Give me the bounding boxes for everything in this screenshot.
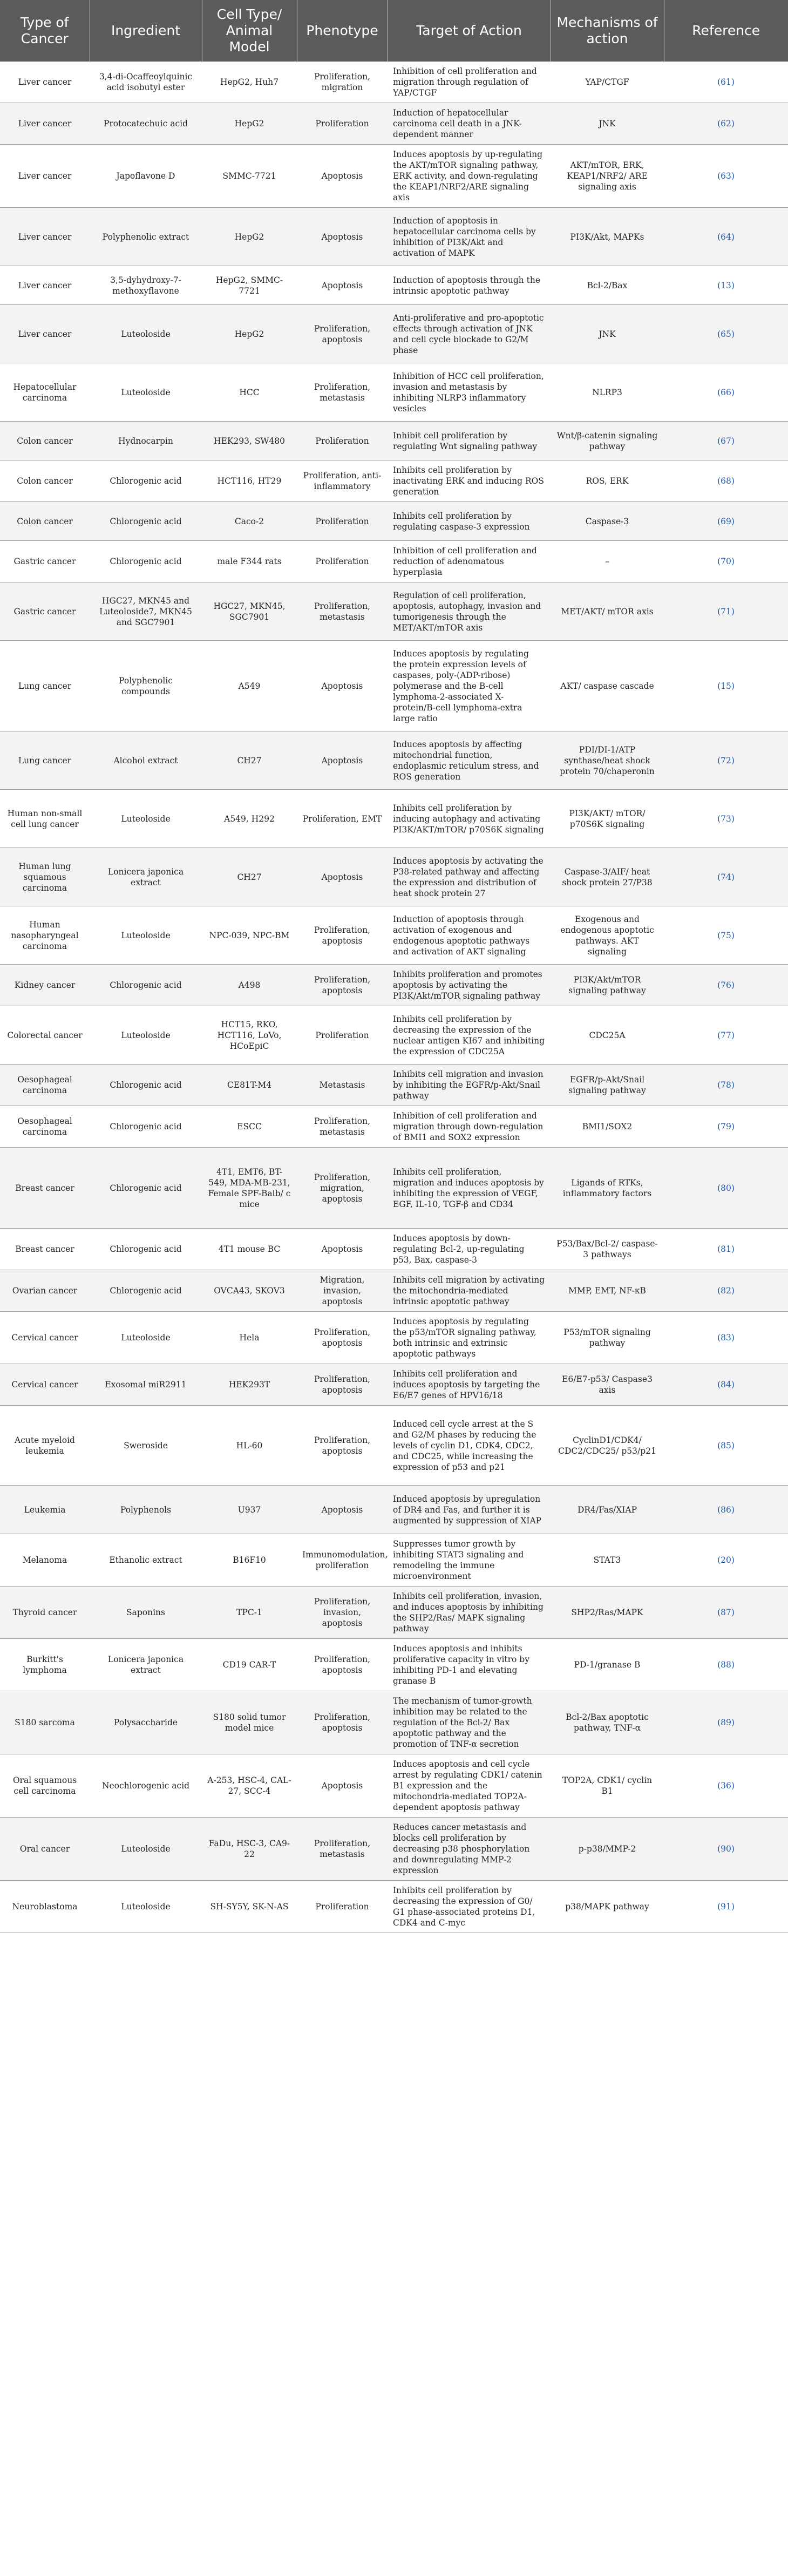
ingredient-cell: Saponins [90,1587,202,1639]
phenotype-cell: Proliferation, apoptosis [297,1639,388,1691]
cell-model-cell: SH-SY5Y, SK-N-AS [202,1881,297,1933]
reference-link[interactable]: (89) [664,1691,788,1754]
cell-model-cell: OVCA43, SKOV3 [202,1270,297,1312]
table-row [0,305,788,363]
target-cell: Inhibits cell migration and invasion by inhibiting the EGFR/p-Akt/Snail pathway [388,1065,551,1106]
cancer-type-cell: Oesophageal carcinoma [0,1106,90,1148]
mechanism-cell: CyclinD1/CDK4/ CDC2/CDC25/ p53/p21 [551,1406,664,1486]
cancer-type-cell: S180 sarcoma [0,1691,90,1754]
phenotype-cell: Apoptosis [297,848,388,906]
table-row [0,363,788,422]
phenotype-cell: Metastasis [297,1065,388,1106]
reference-link[interactable]: (71) [664,582,788,641]
cell-model-cell: HepG2 [202,103,297,145]
ingredient-cell: Ethanolic extract [90,1534,202,1587]
target-cell: Induction of apoptosis through activation of exogenous and endogenous apoptotic pathways and activation of AKT signaling [388,906,551,965]
cancer-type-cell: Oesophageal carcinoma [0,1065,90,1106]
target-cell: Inhibits cell proliferation and induces apoptosis by targeting the E6/E7 genes of HPV16/18 [388,1364,551,1406]
cell-model-cell: S180 solid tumor model mice [202,1691,297,1754]
phenotype-cell: Proliferation, apoptosis [297,1312,388,1364]
mechanism-cell: E6/E7-p53/ Caspase3 axis [551,1364,664,1406]
cell-model-cell: Caco-2 [202,502,297,541]
header-row [0,0,788,62]
ingredient-cell: 3,4-di-Ocaffeoylquinic acid isobutyl ester [90,62,202,103]
mechanism-cell: P53/Bax/Bcl-2/ caspase-3 pathways [551,1229,664,1270]
ingredient-cell: Polyphenolic extract [90,208,202,266]
ingredient-cell: 3,5-dyhydroxy-7-methoxyflavone [90,266,202,305]
mechanism-cell: PI3K/AKT/ mTOR/ p70S6K signaling [551,790,664,848]
table-row [0,731,788,790]
cell-model-cell: HCT116, HT29 [202,460,297,502]
reference-link[interactable]: (84) [664,1364,788,1406]
phenotype-cell: Proliferation, apoptosis [297,965,388,1006]
mechanism-cell: JNK [551,103,664,145]
mechanism-cell: MMP, EMT, NF-κB [551,1270,664,1312]
reference-link[interactable]: (85) [664,1406,788,1486]
cancer-type-cell: Oral cancer [0,1818,90,1881]
mechanism-cell: Ligands of RTKs, inflammatory factors [551,1148,664,1229]
phenotype-cell: Proliferation, invasion, apoptosis [297,1587,388,1639]
phenotype-cell: Apoptosis [297,208,388,266]
header-phenotype: Phenotype [297,0,388,62]
cell-model-cell: A-253, HSC-4, CAL-27, SCC-4 [202,1754,297,1818]
target-cell: Inhibits cell proliferation by regulating caspase-3 expression [388,502,551,541]
phenotype-cell: Proliferation [297,103,388,145]
phenotype-cell: Proliferation [297,502,388,541]
reference-link[interactable]: (88) [664,1639,788,1691]
cell-model-cell: HGC27, MKN45, SGC7901 [202,582,297,641]
table-row [0,1270,788,1312]
ingredient-cell: Luteoloside [90,790,202,848]
phenotype-cell: Proliferation, anti-inflammatory [297,460,388,502]
table-row [0,422,788,460]
target-cell: Suppresses tumor growth by inhibiting STAT3 signaling and remodeling the immune microenvironment [388,1534,551,1587]
table-row [0,1229,788,1270]
ingredient-cell: Chlorogenic acid [90,502,202,541]
cancer-type-cell: Kidney cancer [0,965,90,1006]
reference-link[interactable]: (65) [664,305,788,363]
header-reference: Reference [664,0,788,62]
ingredient-cell: Chlorogenic acid [90,1148,202,1229]
ingredient-cell: Hydnocarpin [90,422,202,460]
ingredient-cell: Chlorogenic acid [90,965,202,1006]
cell-model-cell: HepG2, Huh7 [202,62,297,103]
ingredient-cell: Protocatechuic acid [90,103,202,145]
cancer-type-cell: Melanoma [0,1534,90,1587]
table-row [0,1639,788,1691]
table-row [0,266,788,305]
cell-model-cell: CE81T-M4 [202,1065,297,1106]
reference-link[interactable]: (87) [664,1587,788,1639]
mechanism-cell: p38/MAPK pathway [551,1881,664,1933]
table-row [0,1364,788,1406]
cell-model-cell: HEK293T [202,1364,297,1406]
cancer-type-cell: Oral squamous cell carcinoma [0,1754,90,1818]
mechanism-cell: P53/mTOR signaling pathway [551,1312,664,1364]
header-mechanisms: Mechanisms of action [551,0,664,62]
cell-model-cell: CH27 [202,848,297,906]
mechanism-cell: Exogenous and endogenous apoptotic pathways. AKT signaling [551,906,664,965]
mechanism-cell: p-p38/MMP-2 [551,1818,664,1881]
table-row [0,145,788,208]
header-cell-type: Cell Type/ Animal Model [202,0,297,62]
target-cell: Induces apoptosis by regulating the p53/mTOR signaling pathway, both intrinsic and extrinsic apoptotic pathways [388,1312,551,1364]
table-row [0,103,788,145]
ingredient-cell: Luteoloside [90,1312,202,1364]
phenotype-cell: Proliferation [297,1006,388,1065]
header-type-of-cancer: Type of Cancer [0,0,90,62]
cancer-type-cell: Breast cancer [0,1229,90,1270]
reference-link[interactable]: (73) [664,790,788,848]
ingredient-cell: Sweroside [90,1406,202,1486]
ingredient-cell: Polysaccharide [90,1691,202,1754]
phenotype-cell: Proliferation [297,541,388,582]
target-cell: Induces apoptosis by affecting mitochondrial function, endoplasmic reticulum stress, and ROS generation [388,731,551,790]
reference-link[interactable]: (81) [664,1229,788,1270]
mechanism-cell: YAP/CTGF [551,62,664,103]
ingredient-cell: Lonicera japonica extract [90,1639,202,1691]
mechanism-cell: Bcl-2/Bax [551,266,664,305]
ingredient-cell: Chlorogenic acid [90,1229,202,1270]
mechanism-cell: MET/AKT/ mTOR axis [551,582,664,641]
cancer-type-cell: Colon cancer [0,422,90,460]
ingredient-cell: Polyphenols [90,1486,202,1534]
reference-link[interactable]: (78) [664,1065,788,1106]
cell-model-cell: HCT15, RKO, HCT116, LoVo, HCoEpiC [202,1006,297,1065]
phenotype-cell: Apoptosis [297,731,388,790]
ingredient-cell: Luteoloside [90,363,202,422]
cancer-type-cell: Colon cancer [0,502,90,541]
phenotype-cell: Proliferation, migration [297,62,388,103]
table-row [0,906,788,965]
ingredient-cell: Lonicera japonica extract [90,848,202,906]
phenotype-cell: Proliferation [297,422,388,460]
target-cell: Inhibits cell migration by activating the mitochondria-mediated intrinsic apoptotic pathway [388,1270,551,1312]
table-row [0,1818,788,1881]
cell-model-cell: Hela [202,1312,297,1364]
target-cell: Anti-proliferative and pro-apoptotic effects through activation of JNK and cell cycle blockade to G2/M phase [388,305,551,363]
table-row [0,208,788,266]
mechanism-cell: BMI1/SOX2 [551,1106,664,1148]
reference-link[interactable]: (13) [664,266,788,305]
ingredient-cell: Luteoloside [90,1881,202,1933]
cancer-type-cell: Colon cancer [0,460,90,502]
target-cell: Inhibits cell proliferation by decreasing the expression of the nuclear antigen KI67 and inhibiting the expression of CDC25A [388,1006,551,1065]
cancer-type-cell: Acute myeloid leukemia [0,1406,90,1486]
table-row [0,1406,788,1486]
ingredient-cell: Alcohol extract [90,731,202,790]
reference-link[interactable]: (90) [664,1818,788,1881]
cell-model-cell: HL-60 [202,1406,297,1486]
target-cell: Induces apoptosis by down-regulating Bcl-2, up-regulating p53, Bax, caspase-3 [388,1229,551,1270]
target-cell: Inhibits cell proliferation by inducing autophagy and activating PI3K/AKT/mTOR/ p70S6K signaling [388,790,551,848]
phenotype-cell: Migration, invasion, apoptosis [297,1270,388,1312]
reference-link[interactable]: (64) [664,208,788,266]
cell-model-cell: 4T1 mouse BC [202,1229,297,1270]
target-cell: Inhibits cell proliferation, invasion, and induces apoptosis by inhibiting the SHP2/Ras/ MAPK signaling pathway [388,1587,551,1639]
mechanism-cell: Caspase-3/AIF/ heat shock protein 27/P38 [551,848,664,906]
target-cell: Induced cell cycle arrest at the S and G2/M phases by reducing the levels of cyclin D1, CDK4, CDC2, and CDC25, while increasing the expression of p53 and p21 [388,1406,551,1486]
cell-model-cell: CD19 CAR-T [202,1639,297,1691]
target-cell: Induces apoptosis by up-regulating the AKT/mTOR signaling pathway, ERK activity, and down-regulating the KEAP1/NRF2/ARE signaling axis [388,145,551,208]
reference-link[interactable]: (15) [664,641,788,731]
mechanism-cell: PI3K/Akt/mTOR signaling pathway [551,965,664,1006]
mechanism-cell: CDC25A [551,1006,664,1065]
cell-model-cell: 4T1, EMT6, BT-549, MDA-MB-231, Female SPF-Balb/ c mice [202,1148,297,1229]
target-cell: Regulation of cell proliferation, apoptosis, autophagy, invasion and tumorigenesis through the MET/AKT/mTOR axis [388,582,551,641]
cancer-type-cell: Liver cancer [0,266,90,305]
target-cell: Inhibits cell proliferation by decreasing the expression of G0/ G1 phase-associated proteins D1, CDK4 and C-myc [388,1881,551,1933]
target-cell: Inhibits cell proliferation by inactivating ERK and inducing ROS generation [388,460,551,502]
mechanism-cell: AKT/mTOR, ERK, KEAP1/NRF2/ ARE signaling axis [551,145,664,208]
reference-link[interactable]: (82) [664,1270,788,1312]
cell-model-cell: ESCC [202,1106,297,1148]
ingredient-cell: HGC27, MKN45 and Luteoloside7, MKN45 and SGC7901 [90,582,202,641]
header-ingredient: Ingredient [90,0,202,62]
cancer-type-cell: Breast cancer [0,1148,90,1229]
table-row [0,1587,788,1639]
phenotype-cell: Proliferation, apoptosis [297,1364,388,1406]
phenotype-cell: Apoptosis [297,266,388,305]
table-row [0,1006,788,1065]
phenotype-cell: Proliferation, apoptosis [297,305,388,363]
table-row [0,641,788,731]
cancer-type-cell: Neuroblastoma [0,1881,90,1933]
cancer-type-cell: Gastric cancer [0,582,90,641]
reference-link[interactable]: (68) [664,460,788,502]
table-row [0,541,788,582]
cancer-type-cell: Leukemia [0,1486,90,1534]
reference-link[interactable]: (80) [664,1148,788,1229]
table-row [0,1065,788,1106]
reference-link[interactable]: (70) [664,541,788,582]
mechanism-cell: SHP2/Ras/MAPK [551,1587,664,1639]
target-cell: Induced apoptosis by upregulation of DR4 and Fas, and further it is augmented by suppression of XIAP [388,1486,551,1534]
ingredient-cell: Luteoloside [90,1818,202,1881]
cancer-type-cell: Human lung squamous carcinoma [0,848,90,906]
reference-link[interactable]: (75) [664,906,788,965]
mechanism-cell: EGFR/p-Akt/Snail signaling pathway [551,1065,664,1106]
target-cell: Inhibition of cell proliferation and migration through regulation of YAP/CTGF [388,62,551,103]
phenotype-cell: Proliferation, metastasis [297,1818,388,1881]
cancer-type-cell: Liver cancer [0,208,90,266]
ingredient-cell: Chlorogenic acid [90,1106,202,1148]
mechanism-cell: STAT3 [551,1534,664,1587]
cancer-type-cell: Hepatocellular carcinoma [0,363,90,422]
target-cell: Inhibition of cell proliferation and reduction of adenomatous hyperplasia [388,541,551,582]
target-cell: Inhibits cell proliferation, migration and induces apoptosis by inhibiting the expression of VEGF, EGF, IL-10, TGF-β and CD34 [388,1148,551,1229]
mechanism-cell: – [551,541,664,582]
target-cell: The mechanism of tumor-growth inhibition may be related to the regulation of the Bcl-2/ Bax apoptotic pathway and the promotion of TNF-α secretion [388,1691,551,1754]
mechanism-cell: Bcl-2/Bax apoptotic pathway, TNF-α [551,1691,664,1754]
target-cell: Reduces cancer metastasis and blocks cell proliferation by decreasing p38 phosphorylation and downregulating MMP-2 expression [388,1818,551,1881]
cancer-type-cell: Human nasopharyngeal carcinoma [0,906,90,965]
cancer-type-cell: Colorectal cancer [0,1006,90,1065]
cancer-type-cell: Burkitt's lymphoma [0,1639,90,1691]
phenotype-cell: Immunomodulation, proliferation [297,1534,388,1587]
header-target-of-action: Target of Action [388,0,551,62]
target-cell: Induction of apoptosis through the intrinsic apoptotic pathway [388,266,551,305]
table-row [0,582,788,641]
phenotype-cell: Proliferation, metastasis [297,363,388,422]
target-cell: Inhibition of cell proliferation and migration through down-regulation of BMI1 and SOX2 expression [388,1106,551,1148]
cell-model-cell: U937 [202,1486,297,1534]
mechanism-cell: JNK [551,305,664,363]
table-row [0,1148,788,1229]
mechanism-cell: PDI/DI-1/ATP synthase/heat shock protein 70/chaperonin [551,731,664,790]
reference-link[interactable]: (62) [664,103,788,145]
reference-link[interactable]: (63) [664,145,788,208]
cancer-type-cell: Gastric cancer [0,541,90,582]
ingredient-cell: Chlorogenic acid [90,1065,202,1106]
ingredient-cell: Luteoloside [90,1006,202,1065]
cancer-type-cell: Human non-small cell lung cancer [0,790,90,848]
target-cell: Induces apoptosis by activating the P38-related pathway and affecting the expression and distribution of heat shock protein 27 [388,848,551,906]
reference-link[interactable]: (20) [664,1534,788,1587]
mechanism-cell: ROS, ERK [551,460,664,502]
phenotype-cell: Apoptosis [297,145,388,208]
cell-model-cell: HCC [202,363,297,422]
reference-link[interactable]: (83) [664,1312,788,1364]
table-row [0,1691,788,1754]
reference-link[interactable]: (79) [664,1106,788,1148]
phenotype-cell: Proliferation, apoptosis [297,1406,388,1486]
cancer-type-cell: Lung cancer [0,731,90,790]
cancer-type-cell: Ovarian cancer [0,1270,90,1312]
cell-model-cell: TPC-1 [202,1587,297,1639]
table-row [0,1881,788,1933]
reference-link[interactable]: (67) [664,422,788,460]
mechanism-cell: PD-1/granase B [551,1639,664,1691]
reference-link[interactable]: (36) [664,1754,788,1818]
ingredient-cell: Luteoloside [90,305,202,363]
reference-link[interactable]: (72) [664,731,788,790]
cell-model-cell: FaDu, HSC-3, CA9-22 [202,1818,297,1881]
phenotype-cell: Proliferation [297,1881,388,1933]
cell-model-cell: A498 [202,965,297,1006]
cancer-type-cell: Liver cancer [0,103,90,145]
table-row [0,1534,788,1587]
reference-link[interactable]: (76) [664,965,788,1006]
phenotype-cell: Apoptosis [297,1229,388,1270]
mechanism-cell: AKT/ caspase cascade [551,641,664,731]
cell-model-cell: HepG2 [202,208,297,266]
cell-model-cell: male F344 rats [202,541,297,582]
table-row [0,1754,788,1818]
cell-model-cell: HepG2 [202,305,297,363]
table-row [0,502,788,541]
cell-model-cell: HEK293, SW480 [202,422,297,460]
cancer-type-cell: Liver cancer [0,305,90,363]
reference-link[interactable]: (61) [664,62,788,103]
mechanism-cell: DR4/Fas/XIAP [551,1486,664,1534]
reference-link[interactable]: (74) [664,848,788,906]
phenotype-cell: Proliferation, metastasis [297,1106,388,1148]
target-cell: Induces apoptosis by regulating the protein expression levels of caspases, poly-(ADP-ribose) polymerase and the B-cell lymphoma-2-associated X-protein/B-cell lymphoma-extra large ratio [388,641,551,731]
reference-link[interactable]: (91) [664,1881,788,1933]
phenotype-cell: Proliferation, migration, apoptosis [297,1148,388,1229]
cell-model-cell: SMMC-7721 [202,145,297,208]
ingredient-cell: Chlorogenic acid [90,460,202,502]
cell-model-cell: CH27 [202,731,297,790]
target-cell: Inhibits proliferation and promotes apoptosis by activating the PI3K/Akt/mTOR signaling pathway [388,965,551,1006]
table-row [0,460,788,502]
cell-model-cell: NPC-039, NPC-BM [202,906,297,965]
ingredient-cell: Chlorogenic acid [90,1270,202,1312]
ingredient-cell: Japoflavone D [90,145,202,208]
cell-model-cell: B16F10 [202,1534,297,1587]
target-cell: Induction of hepatocellular carcinoma cell death in a JNK-dependent manner [388,103,551,145]
table-row [0,62,788,103]
ingredient-cell: Exosomal miR2911 [90,1364,202,1406]
reference-link[interactable]: (69) [664,502,788,541]
ingredient-cell: Chlorogenic acid [90,541,202,582]
phenotype-cell: Proliferation, EMT [297,790,388,848]
phenotype-cell: Apoptosis [297,1754,388,1818]
cell-model-cell: HepG2, SMMC-7721 [202,266,297,305]
cell-model-cell: A549, H292 [202,790,297,848]
phenotype-cell: Apoptosis [297,1486,388,1534]
ingredient-cell: Polyphenolic compounds [90,641,202,731]
reference-link[interactable]: (86) [664,1486,788,1534]
phenotype-cell: Proliferation, apoptosis [297,906,388,965]
mechanism-cell: NLRP3 [551,363,664,422]
cancer-type-cell: Thyroid cancer [0,1587,90,1639]
target-cell: Induces apoptosis and cell cycle arrest by regulating CDK1/ catenin B1 expression and the mitochondria-mediated TOP2A-dependent apoptosis pathway [388,1754,551,1818]
phenotype-cell: Proliferation, metastasis [297,582,388,641]
cancer-type-cell: Liver cancer [0,62,90,103]
target-cell: Inhibition of HCC cell proliferation, invasion and metastasis by inhibiting NLRP3 inflammatory vesicles [388,363,551,422]
reference-link[interactable]: (77) [664,1006,788,1065]
target-cell: Induction of apoptosis in hepatocellular carcinoma cells by inhibition of PI3K/Akt and activation of MAPK [388,208,551,266]
table-row [0,965,788,1006]
mechanism-cell: TOP2A, CDK1/ cyclin B1 [551,1754,664,1818]
table-header [0,0,788,62]
table-row [0,1486,788,1534]
table-row [0,848,788,906]
phenotype-cell: Apoptosis [297,641,388,731]
phenotype-cell: Proliferation, apoptosis [297,1691,388,1754]
target-cell: Induces apoptosis and inhibits proliferative capacity in vitro by inhibiting PD-1 and elevating granase B [388,1639,551,1691]
mechanism-cell: Caspase-3 [551,502,664,541]
cancer-type-cell: Liver cancer [0,145,90,208]
table-row [0,1312,788,1364]
target-cell: Inhibit cell proliferation by regulating Wnt signaling pathway [388,422,551,460]
table-body [0,62,788,1933]
reference-link[interactable]: (66) [664,363,788,422]
cancer-type-cell: Cervical cancer [0,1364,90,1406]
table-row [0,1106,788,1148]
table-row [0,790,788,848]
cell-model-cell: A549 [202,641,297,731]
cancer-type-cell: Lung cancer [0,641,90,731]
ingredient-cell: Luteoloside [90,906,202,965]
ingredient-cell: Neochlorogenic acid [90,1754,202,1818]
mechanism-cell: PI3K/Akt, MAPKs [551,208,664,266]
cancer-type-cell: Cervical cancer [0,1312,90,1364]
mechanism-cell: Wnt/β-catenin signaling pathway [551,422,664,460]
